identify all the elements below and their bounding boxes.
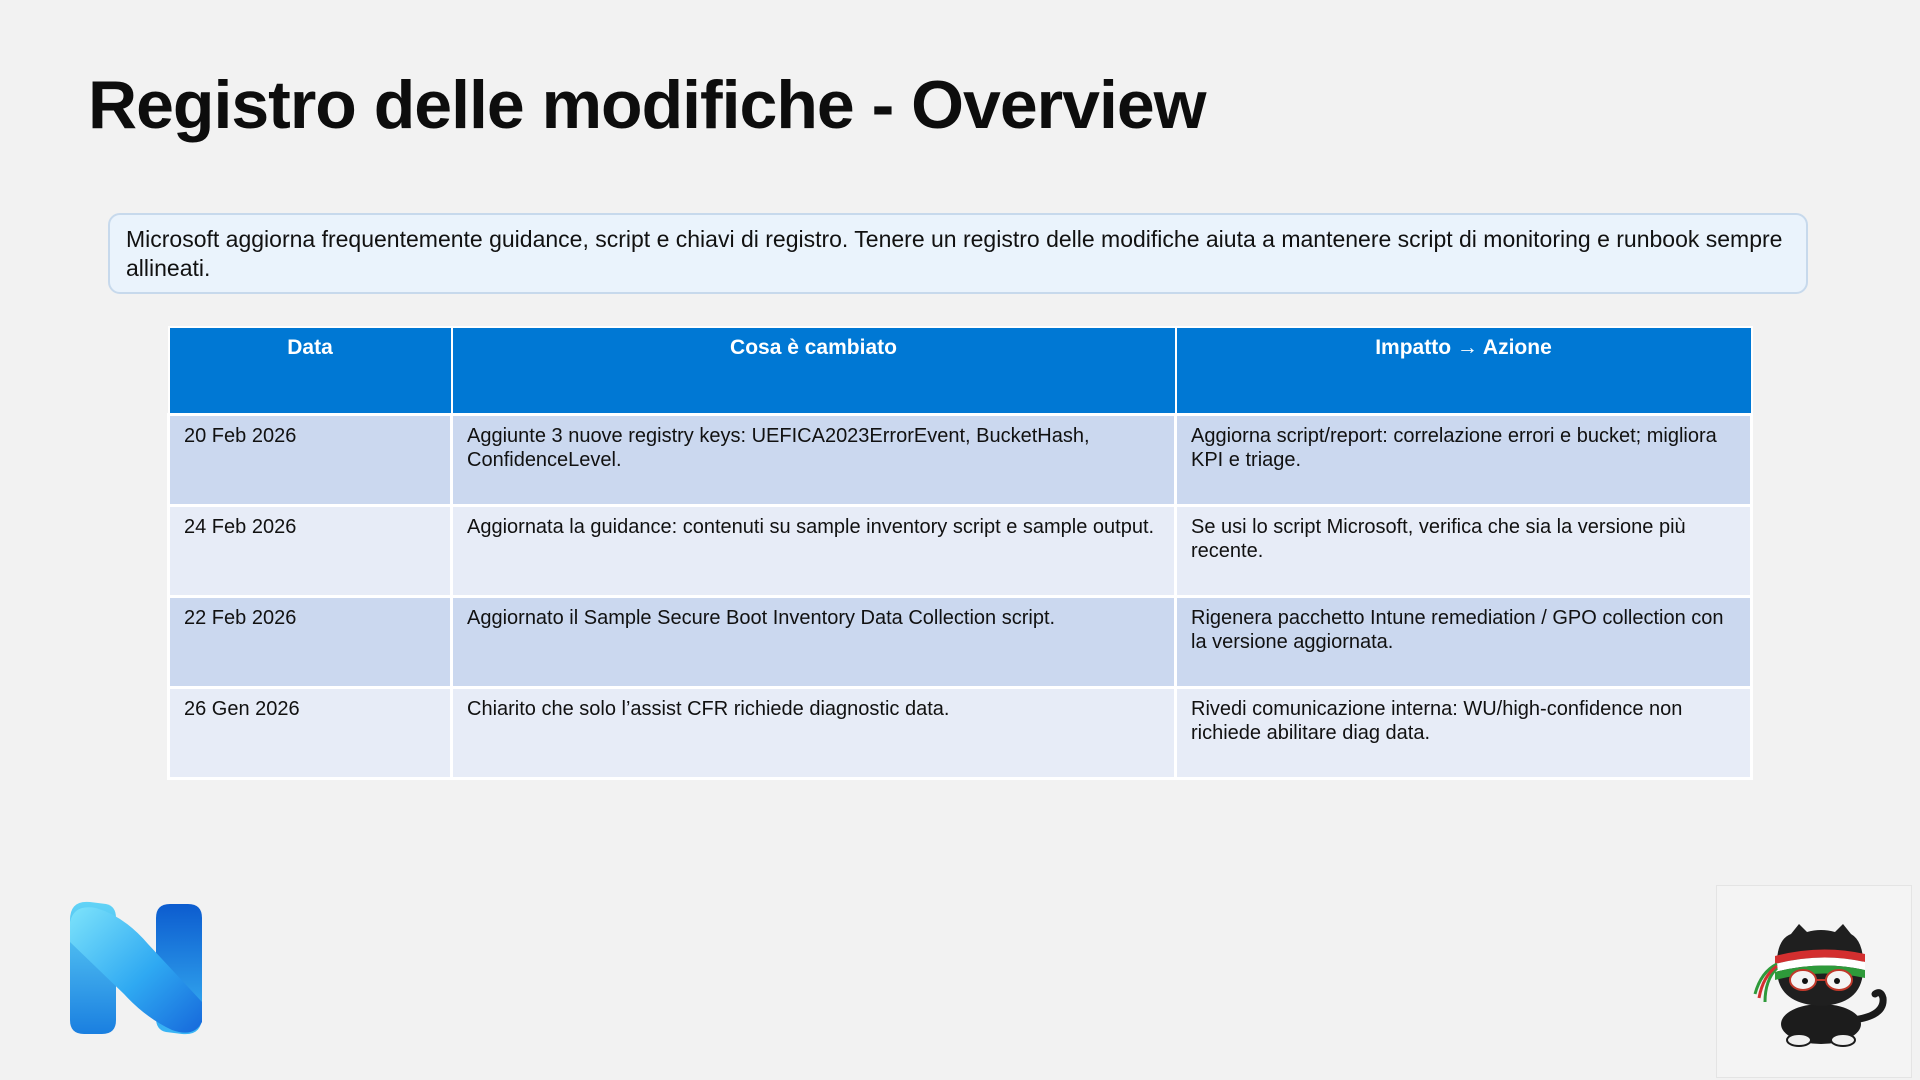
cell-date: 24 Feb 2026: [169, 505, 452, 596]
table-row: [169, 687, 1752, 778]
cell-date: 22 Feb 2026: [169, 596, 452, 687]
changelog-table: [167, 326, 1753, 780]
n-ribbon-logo-icon: [66, 898, 206, 1038]
cell-date: 20 Feb 2026: [169, 414, 452, 505]
intro-callout: Microsoft aggiorna frequentemente guidance, script e chiavi di registro. Tenere un registro delle modifiche aiuta a mantenere script di monitoring e runbook sempre allineati.: [108, 213, 1808, 294]
page-title: Registro delle modifiche - Overview: [88, 67, 1206, 143]
table-row: [169, 596, 1752, 687]
ninja-cat-mascot-icon: [1716, 885, 1912, 1078]
header-date: Data: [169, 327, 452, 414]
cell-impact: Aggiorna script/report: correlazione errori e bucket; migliora KPI e triage.: [1176, 414, 1752, 505]
header-impact: Impatto → Azione: [1176, 327, 1752, 414]
cell-change: Aggiornato il Sample Secure Boot Inventory Data Collection script.: [452, 596, 1176, 687]
changelog-table-container: [167, 326, 1750, 780]
table-header-row: [169, 327, 1752, 414]
header-change: Cosa è cambiato: [452, 327, 1176, 414]
cell-impact: Se usi lo script Microsoft, verifica che sia la versione più recente.: [1176, 505, 1752, 596]
table-row: [169, 414, 1752, 505]
cell-change: Aggiornata la guidance: contenuti su sample inventory script e sample output.: [452, 505, 1176, 596]
table-row: [169, 505, 1752, 596]
cell-impact: Rivedi comunicazione interna: WU/high-confidence non richiede abilitare diag data.: [1176, 687, 1752, 778]
cell-change: Chiarito che solo l’assist CFR richiede diagnostic data.: [452, 687, 1176, 778]
cell-impact: Rigenera pacchetto Intune remediation / GPO collection con la versione aggiornata.: [1176, 596, 1752, 687]
cell-change: Aggiunte 3 nuove registry keys: UEFICA2023ErrorEvent, BucketHash, ConfidenceLevel.: [452, 414, 1176, 505]
cell-date: 26 Gen 2026: [169, 687, 452, 778]
